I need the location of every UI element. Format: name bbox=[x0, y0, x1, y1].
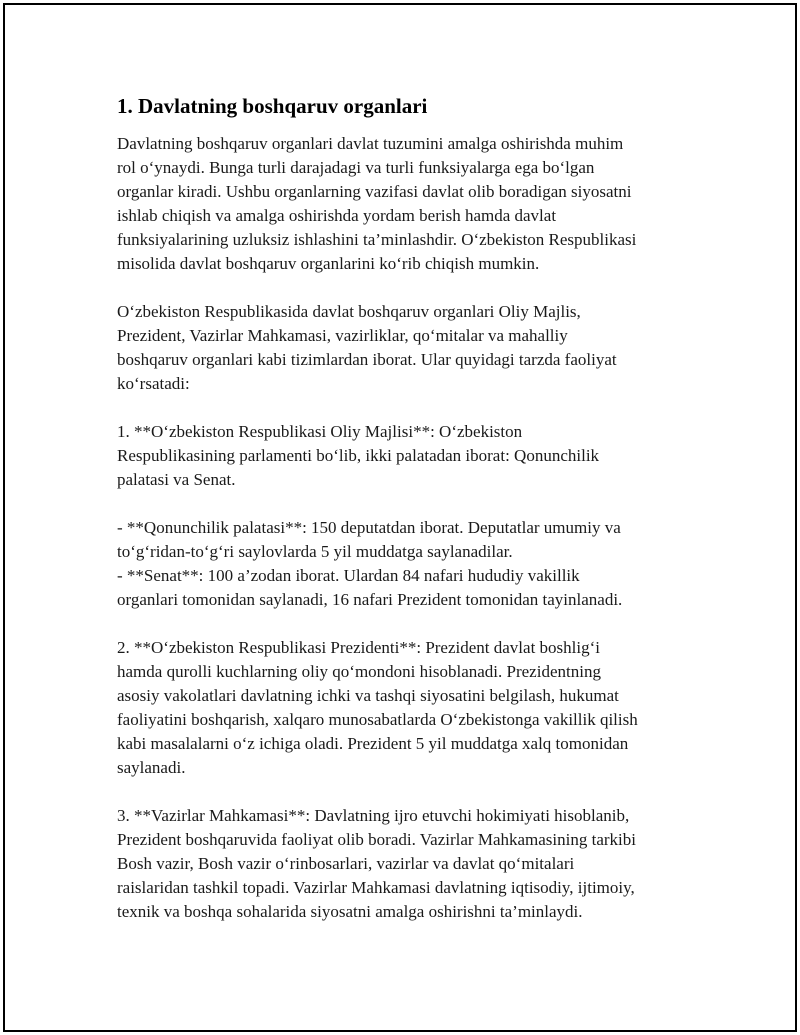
president-paragraph: 2. **O‘zbekiston Respublikasi Prezidenti**: Prezident davlat boshlig‘i hamda qurolli kuchlarning oliy qo‘mondoni hisoblanadi. Prezidentning asosiy vakolatlari davlatning ichki va tashqi siyosatini belgilash, hukumat faoliyatini boshqarish, xalqaro munosabatlarda O‘zbekistonga vakillik qilish kabi masalalarni o‘z ichiga oladi. Prezident 5 yil muddatga xalq tomonidan saylanadi. bbox=[117, 638, 638, 777]
paragraph-gap bbox=[117, 492, 692, 516]
paragraph-gap bbox=[117, 396, 692, 420]
document-body bbox=[117, 93, 692, 924]
paragraph-gap bbox=[117, 612, 692, 636]
oliy-majlis-paragraph: 1. **O‘zbekiston Respublikasi Oliy Majlisi**: O‘zbekiston Respublikasining parlamenti bo‘lib, ikki palatadan iborat: Qonunchilik palatasi va Senat. bbox=[117, 422, 600, 489]
paragraph-gap bbox=[117, 780, 692, 804]
section-heading: 1. Davlatning boshqaruv organlari bbox=[117, 94, 428, 118]
structure-paragraph: O‘zbekiston Respublikasida davlat boshqaruv organlari Oliy Majlis, Prezident, Vazirlar Mahkamasi, vazirliklar, qo‘mitalar va mahalliy boshqaruv organlari kabi tizimlardan iborat. Ular quyidagi tarzda faoliyat ko‘rsatadi: bbox=[117, 302, 617, 393]
chambers-paragraph: - **Qonunchilik palatasi**: 150 deputatdan iborat. Deputatlar umumiy va to‘g‘ridan-to‘g‘ri saylovlarda 5 yil muddatga saylanadilar. - **Senat**: 100 a’zodan iborat. Ulardan 84 nafari hududiy vakillik organlari tomonidan saylanadi, 16 nafari Prezident tomonidan tayinlanadi. bbox=[117, 518, 623, 609]
intro-paragraph: Davlatning boshqaruv organlari davlat tuzumini amalga oshirishda muhim rol o‘ynaydi. Bunga turli darajadagi va turli funksiyalarga ega bo‘lgan organlar kiradi. Ushbu organlarning vazifasi davlat olib boradigan siyosatni ishlab chiqish va amalga oshirishda yordam berish hamda davlat funksiyalarining uzluksiz ishlashini ta’minlashdir. O‘zbekiston Respublikasi misolida davlat boshqaruv organlarini ko‘rib chiqish mumkin. bbox=[117, 134, 637, 273]
cabinet-paragraph: 3. **Vazirlar Mahkamasi**: Davlatning ijro etuvchi hokimiyati hisoblanib, Prezident boshqaruvida faoliyat olib boradi. Vazirlar Mahkamasining tarkibi Bosh vazir, Bosh vazir o‘rinbosarlari, vazirlar va davlat qo‘mitalari raislaridan tashkil topadi. Vazirlar Mahkamasi davlatning iqtisodiy, ijtimoiy, texnik va boshqa sohalarida siyosatni amalga oshirishni ta’minlaydi. bbox=[117, 806, 636, 921]
paragraph-gap bbox=[117, 276, 692, 300]
